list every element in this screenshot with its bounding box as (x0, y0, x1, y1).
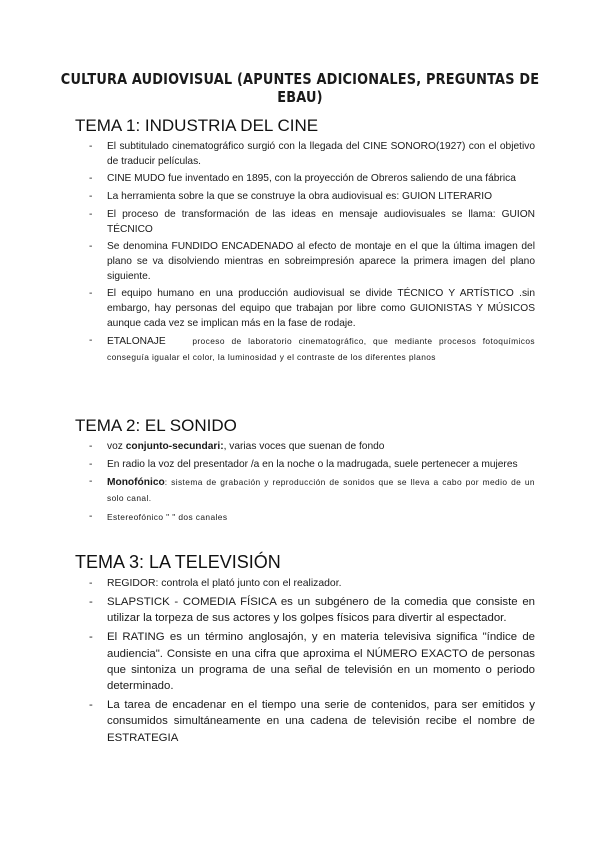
item-text: La herramienta sobre la que se construye la obra audiovisual es: GUION LITERARIO (107, 191, 493, 203)
list-item (75, 629, 535, 694)
item-text: REGIDOR: controla el plató junto con el realizador. (107, 578, 342, 589)
section-tema-1 (75, 116, 535, 369)
mono-term: Monofónico (107, 477, 165, 489)
bullet-dash: - (89, 173, 93, 185)
section-heading: TEMA 3: LA TELEVISIÓN (75, 552, 281, 572)
etalonaje-term: ETALONAJE (107, 336, 166, 348)
item-text: El RATING es un término anglosajón, y en materia televisiva significa "índice de audiencia". Consiste en una cifra que aproxima el NÚMERO EXACTO de personas que sintoniza un programa de una señal de televisión en un momento o periodo determinado. (107, 631, 535, 693)
bullet-dash: - (89, 476, 93, 488)
item-text: SLAPSTICK - COMEDIA FÍSICA es un subgénero de la comedia que consiste en utilizar la torpeza de sus actores y los golpes físicos para divertir al espectador. (107, 596, 535, 625)
list-item (75, 510, 535, 526)
bullet-dash: - (89, 596, 93, 608)
item-text: El subtitulado cinematográfico surgió con la llegada del CINE SONORO(1927) con el objetivo de traducir películas. (107, 141, 535, 167)
list-item (75, 287, 535, 331)
item-text: La tarea de encadenar en el tiempo una serie de contenidos, para ser emitidos y consumidos simultáneamente en una cadena de televisión recibe el nombre de ESTRATEGIA (107, 699, 535, 744)
list-item (75, 240, 535, 284)
document-title: CULTURA AUDIOVISUAL (APUNTES ADICIONALES, PREGUNTAS DE EBAU) (60, 70, 540, 106)
bullet-dash: - (89, 441, 93, 452)
bullet-dash: - (89, 631, 93, 644)
section-tema-3 (75, 552, 535, 749)
item-text: El equipo humano en una producción audiovisual se divide TÉCNICO Y ARTÍSTICO .sin embargo, hay personas del equipo que trabajan por libre como GUIONISTAS Y MÚSICOS aunque cada vez se implican más en la fase de rodaje. (107, 288, 535, 329)
bullet-dash: - (89, 699, 93, 712)
bullet-dash: - (89, 241, 93, 253)
bullet-dash: - (89, 141, 93, 152)
item-text: El proceso de transformación de las ideas en mensaje audiovisuales se llama: GUION TÉCNICO (107, 208, 535, 235)
item-text: Se denomina FUNDIDO ENCADENADO al efecto de montaje en el que la última imagen del plano se va disolviendo mientras en sobreimpresión aparece la primera imagen del plano siguiente. (107, 241, 535, 282)
list-item (75, 172, 535, 187)
list-item (75, 697, 535, 746)
bullet-list (75, 577, 535, 746)
bullet-dash: - (89, 191, 93, 203)
bullet-dash: - (89, 288, 93, 300)
list-item (75, 190, 535, 205)
bullet-dash: - (89, 458, 93, 470)
voz-prefix: voz (107, 441, 126, 452)
etalonaje-definition: proceso de laboratorio cinematográfico, que mediante procesos fotoquímicos conseguía igualar el color, la luminosidad y el contraste de los diferentes planos (107, 336, 535, 363)
section-tema-2 (75, 416, 535, 529)
voz-text: , varias voces que suenan de fondo (223, 441, 385, 452)
list-item (75, 334, 535, 365)
estereo-text: Estereofónico " " dos canales (107, 511, 228, 522)
list-item (75, 577, 535, 591)
list-item (75, 440, 535, 455)
list-item (75, 458, 535, 473)
voz-term: conjunto-secundari: (125, 441, 224, 452)
bullet-list (75, 440, 535, 526)
bullet-dash: - (89, 578, 93, 589)
item-text: En radio la voz del presentador /a en la noche o la madrugada, suele pertenecer a mujeres (107, 458, 518, 470)
list-item (75, 140, 535, 169)
list-item (75, 475, 535, 506)
bullet-dash: - (89, 335, 93, 347)
bullet-list (75, 140, 535, 366)
bullet-dash: - (89, 510, 93, 522)
list-item (75, 594, 535, 626)
bullet-dash: - (89, 208, 93, 220)
list-item (75, 208, 535, 237)
mono-definition: : sistema de grabación y reproducción de sonidos que se lleva a cabo por medio de un solo canal. (107, 477, 535, 504)
section-heading: TEMA 1: INDUSTRIA DEL CINE (75, 116, 319, 135)
item-text: CINE MUDO fue inventado en 1895, con la proyección de Obreros saliendo de una fábrica (107, 173, 516, 185)
section-heading: TEMA 2: EL SONIDO (75, 416, 237, 435)
